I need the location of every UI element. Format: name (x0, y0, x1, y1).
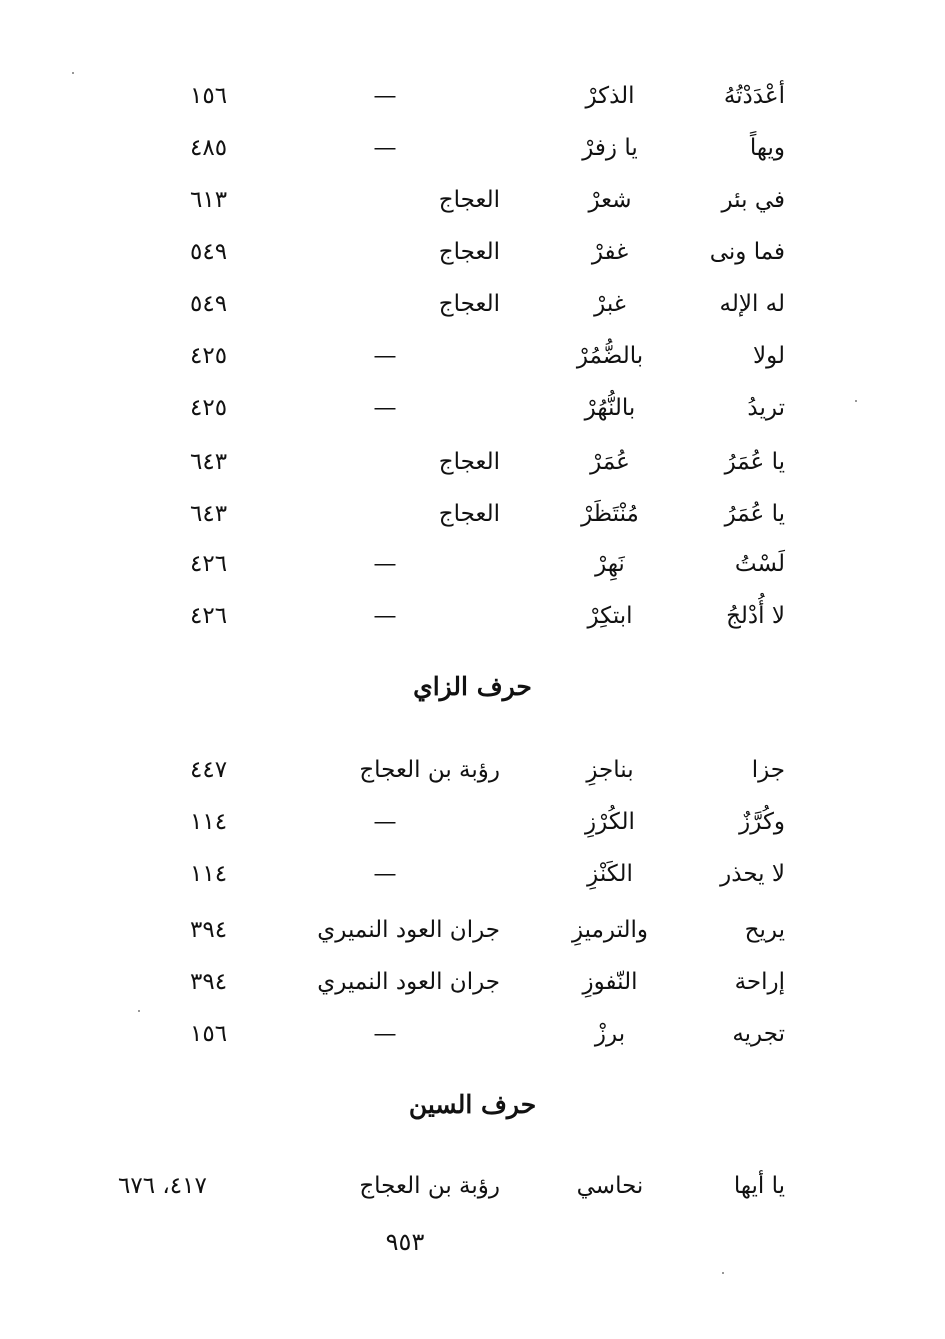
poet-name: العجاج (438, 501, 500, 527)
verse-start: وكُرَّزٌ (739, 809, 785, 835)
rhyme-word: يا زفرْ (582, 135, 638, 161)
table-row (0, 1160, 945, 1212)
table-row (0, 488, 945, 540)
unknown-poet-dash (365, 488, 405, 540)
section-heading: حرف الزاي (413, 672, 532, 701)
verse-start: أعْدَدْتُهُ (723, 83, 785, 109)
page-number: ٩٥٣ (385, 1228, 425, 1256)
verse-start: يا عُمَرُ (724, 501, 785, 527)
table-row (0, 956, 945, 1008)
poet-name: رؤبة بن العجاج (359, 757, 500, 783)
rhyme-word: بالنُّهُرْ (584, 395, 636, 421)
table-row (0, 174, 945, 226)
verse-start: يا أيها (733, 1173, 785, 1199)
poet-name: جران العود النميري (317, 969, 500, 995)
rhyme-word: عُمَرْ (590, 449, 630, 475)
unknown-poet-dash (365, 278, 405, 330)
verse-start: فما ونى (709, 239, 785, 265)
page-ref: ١٥٦ (190, 1021, 228, 1047)
verse-start: له الإله (719, 291, 785, 317)
rhyme-word: ابتكِرْ (587, 603, 633, 629)
unknown-poet-dash (365, 904, 405, 956)
page-ref: ٤٢٦ (190, 603, 228, 629)
verse-start: تجريه (732, 1021, 785, 1047)
table-row (0, 538, 945, 590)
table-row (0, 796, 945, 848)
verse-start: لا أُدْلجُ (726, 603, 785, 629)
page-ref: ٥٤٩ (190, 239, 228, 265)
poet-name: جران العود النميري (317, 917, 500, 943)
verse-start: في بئر (721, 187, 785, 213)
table-row (0, 590, 945, 642)
unknown-poet-dash: — (373, 343, 397, 369)
rhyme-word: شعرْ (588, 187, 632, 213)
unknown-poet-dash: — (373, 603, 397, 629)
rhyme-word: نحاسي (576, 1173, 644, 1199)
unknown-poet-dash (365, 174, 405, 226)
rhyme-word: الكُرْزِ (585, 809, 635, 835)
page-ref: ٦٤٣ (190, 449, 228, 475)
table-row (0, 226, 945, 278)
page-ref: ٣٩٤ (190, 969, 228, 995)
rhyme-word: برزْ (594, 1021, 626, 1047)
unknown-poet-dash (365, 1160, 405, 1212)
page-ref: ٦١٣ (190, 187, 228, 213)
page-ref: ٤٢٦ (190, 551, 228, 577)
unknown-poet-dash: — (373, 1021, 397, 1047)
rhyme-word: النّفوزِ (582, 969, 638, 995)
verse-start: لولا (752, 343, 785, 369)
unknown-poet-dash: — (373, 551, 397, 577)
unknown-poet-dash (365, 956, 405, 1008)
rhyme-word: الذكرْ (585, 83, 635, 109)
rhyme-word: مُنْتَظَرْ (581, 501, 639, 527)
poet-name: العجاج (438, 239, 500, 265)
table-row (0, 744, 945, 796)
verse-start: إراحة (734, 969, 785, 995)
section-heading: حرف السين (408, 1090, 537, 1119)
unknown-poet-dash: — (373, 861, 397, 887)
table-row (0, 1008, 945, 1060)
page-ref: ٤١٧، ٦٧٦ (118, 1173, 207, 1199)
page-ref: ٥٤٩ (190, 291, 228, 317)
unknown-poet-dash: — (373, 135, 397, 161)
unknown-poet-dash (365, 226, 405, 278)
rhyme-word: الكَنْزِ (587, 861, 633, 887)
page-ref: ٤٨٥ (190, 135, 228, 161)
scan-speck (138, 1010, 140, 1012)
page-ref: ٤٢٥ (190, 343, 228, 369)
page-ref: ٤٤٧ (190, 757, 228, 783)
page-ref: ٦٤٣ (190, 501, 228, 527)
table-row (0, 70, 945, 122)
verse-start: يا عُمَرُ (724, 449, 785, 475)
unknown-poet-dash: — (373, 395, 397, 421)
page-ref: ١١٤ (190, 809, 228, 835)
poet-name: العجاج (438, 449, 500, 475)
rhyme-word: والترميزِ (571, 917, 649, 943)
rhyme-word: غبرْ (594, 291, 626, 317)
table-row (0, 278, 945, 330)
rhyme-word: نَهِرْ (595, 551, 625, 577)
poet-name: رؤبة بن العجاج (359, 1173, 500, 1199)
rhyme-word: غفرْ (591, 239, 629, 265)
verse-start: جزا (751, 757, 785, 783)
scan-speck (722, 1272, 724, 1274)
poet-name: العجاج (438, 291, 500, 317)
table-row (0, 330, 945, 382)
unknown-poet-dash (365, 744, 405, 796)
table-row (0, 436, 945, 488)
verse-start: يريح (744, 917, 785, 943)
scan-speck (72, 72, 74, 74)
table-row (0, 382, 945, 434)
poet-name: العجاج (438, 187, 500, 213)
verse-start: لا يحذر (720, 861, 785, 887)
verse-start: ويهاً (749, 135, 785, 161)
rhyme-word: بناجزِ (586, 757, 634, 783)
unknown-poet-dash: — (373, 83, 397, 109)
verse-start: لَسْتُ (734, 551, 785, 577)
page-ref: ١٥٦ (190, 83, 228, 109)
verse-start: تريدُ (747, 395, 785, 421)
unknown-poet-dash: — (373, 809, 397, 835)
page-ref: ١١٤ (190, 861, 228, 887)
table-row (0, 848, 945, 900)
scan-speck (855, 400, 857, 402)
table-row (0, 122, 945, 174)
page-ref: ٣٩٤ (190, 917, 228, 943)
table-row (0, 904, 945, 956)
page-ref: ٤٢٥ (190, 395, 228, 421)
rhyme-word: بالضُّمُرْ (576, 343, 644, 369)
unknown-poet-dash (365, 436, 405, 488)
